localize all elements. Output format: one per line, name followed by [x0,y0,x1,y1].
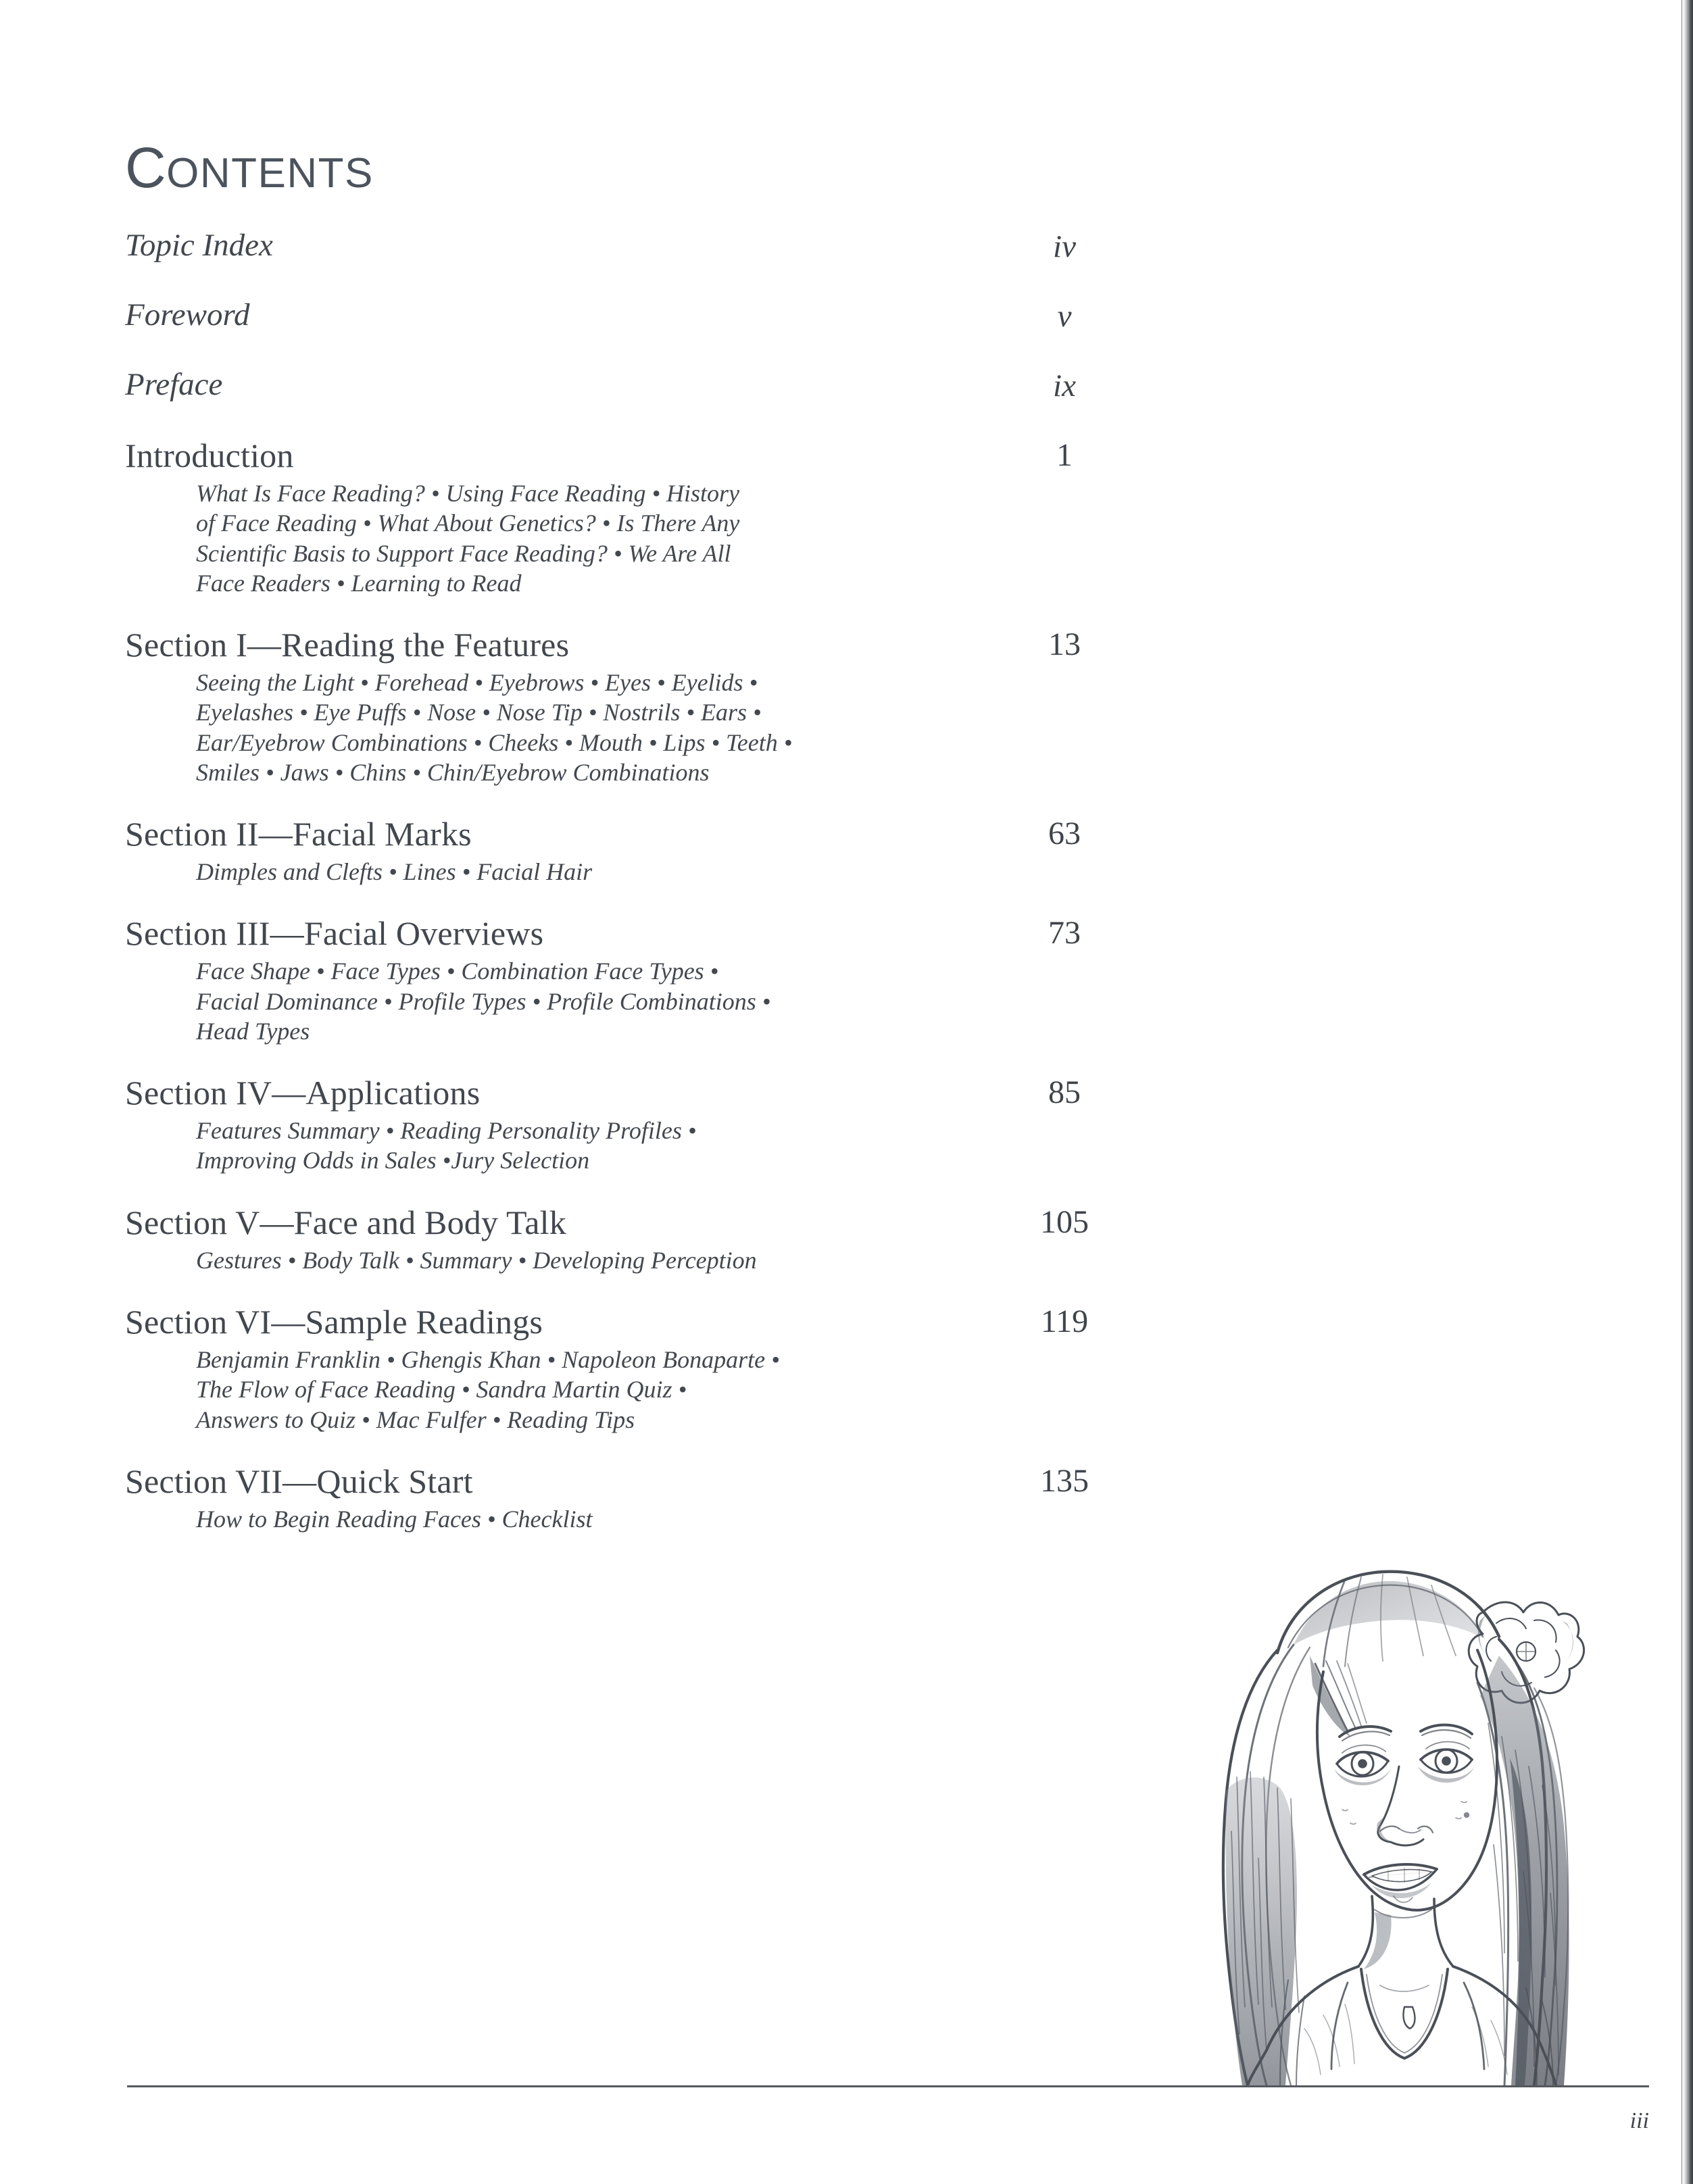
toc-subtopics [196,1245,973,1275]
toc-subtopics [196,668,973,787]
toc-subtopic-line: Smiles • Jaws • Chins • Chin/Eyebrow Combinations [196,758,710,786]
toc-subtopic-line: Head Types [196,1017,310,1045]
page-title-first-letter: C [125,136,167,199]
toc-entry-label: Foreword [125,297,250,332]
toc-subtopic-line: Answers to Quiz • Mac Fulfer • Reading Tips [196,1406,635,1433]
toc-entry-label: Section IV—Applications [125,1074,481,1112]
toc-subtopic-line: Improving Odds in Sales •Jury Selection [196,1147,590,1174]
toc-entry-label: Topic Index [125,228,273,263]
toc-entry-label: Introduction [125,437,294,474]
toc-entry-page-number: ix [1053,368,1076,403]
toc-entry-label: Preface [125,367,223,402]
toc-entry-row [125,1302,1159,1341]
toc-subtopic-line: Features Summary • Reading Personality Profiles • [196,1117,697,1145]
toc-entry-topic-index[interactable] [125,230,1159,262]
toc-entry-section-iv[interactable] [125,1076,1159,1176]
page-title [125,136,374,199]
toc-subtopic-line: Ear/Eyebrow Combinations • Cheeks • Mouth • Lips • Teeth • [196,728,793,756]
toc-entry-page-number: 63 [1048,816,1081,852]
toc-entry-introduction[interactable] [125,439,1159,598]
toc-subtopic-line: Facial Dominance • Profile Types • Profile Combinations • [196,987,771,1015]
toc-entry-section-i[interactable] [125,628,1159,787]
toc-subtopic-line: Dimples and Clefts • Lines • Facial Hair [196,858,593,886]
book-binding-edge [1682,0,1693,2184]
toc-subtopic-line: Scientific Basis to Support Face Reading? • We Are All [196,539,731,567]
toc-subtopic-line: What Is Face Reading? • Using Face Reading • History [196,480,740,507]
toc-entry-label: Section I—Reading the Features [125,626,570,664]
toc-entry-section-vi[interactable] [125,1302,1159,1435]
toc-entry-page-number: 13 [1048,626,1081,663]
toc-entry-label: Section II—Facial Marks [125,815,472,853]
toc-subtopic-line: Seeing the Light • Forehead • Eyebrows • Eyes • Eyelids • [196,669,758,697]
toc-entry-page-number: 73 [1048,915,1081,951]
toc-entry-label: Section VII—Quick Start [125,1462,473,1500]
toc-subtopics [196,1345,973,1435]
toc-entry-page-number: 135 [1040,1462,1089,1499]
toc-entry-row [125,230,1159,262]
toc-entry-row [125,439,1159,473]
toc-entry-label: Section III—Facial Overviews [125,914,544,953]
toc-subtopic-line: Face Shape • Face Types • Combination Face Types • [196,958,719,985]
toc-entry-page-number: 105 [1040,1203,1089,1240]
page-title-rest: ONTENTS [166,150,374,197]
toc-subtopics [196,1504,973,1534]
toc-entry-section-ii[interactable] [125,817,1159,887]
table-of-contents [125,230,1159,1534]
page-folio: iii [1629,2108,1649,2133]
toc-entry-page-number: 119 [1040,1303,1089,1339]
toc-subtopic-line: How to Begin Reading Faces • Checklist [196,1505,593,1533]
toc-subtopic-line: The Flow of Face Reading • Sandra Martin Quiz • [196,1376,687,1404]
toc-entry-row [125,916,1159,951]
toc-entry-label: Section VI—Sample Readings [125,1302,543,1341]
toc-entry-page-number: iv [1053,229,1076,264]
footer-rule [127,2085,1649,2087]
toc-subtopics [196,478,973,598]
toc-entry-row [125,817,1159,851]
toc-subtopics [196,956,973,1046]
toc-subtopic-line: Face Readers • Learning to Read [196,569,522,597]
toc-entry-page-number: v [1057,299,1072,334]
toc-subtopics [196,857,973,887]
toc-entry-section-v[interactable] [125,1203,1159,1275]
toc-entry-row [125,1464,1159,1499]
toc-entry-preface[interactable] [125,369,1159,401]
toc-subtopic-line: Benjamin Franklin • Ghengis Khan • Napoleon Bonaparte • [196,1345,780,1373]
toc-entry-row [125,1076,1159,1110]
toc-entry-section-vii[interactable] [125,1464,1159,1534]
toc-subtopic-line: Gestures • Body Talk • Summary • Developing Perception [196,1246,757,1274]
toc-subtopic-line: Eyelashes • Eye Puffs • Nose • Nose Tip • Nostrils • Ears • [196,699,762,726]
toc-entry-row [125,1203,1159,1241]
pencil-sketch-girl-with-flower-illustration [1142,1520,1656,2085]
toc-entry-page-number: 85 [1048,1074,1081,1111]
toc-entry-row [125,628,1159,662]
toc-entry-row [125,369,1159,401]
toc-entry-section-iii[interactable] [125,916,1159,1046]
toc-subtopic-line: of Face Reading • What About Genetics? • Is There Any [196,510,740,537]
toc-entry-page-number: 1 [1056,437,1073,473]
toc-entry-foreword[interactable] [125,297,1159,334]
toc-subtopics [196,1116,973,1176]
toc-entry-row [125,297,1159,334]
toc-entry-label: Section V—Face and Body Talk [125,1203,566,1241]
